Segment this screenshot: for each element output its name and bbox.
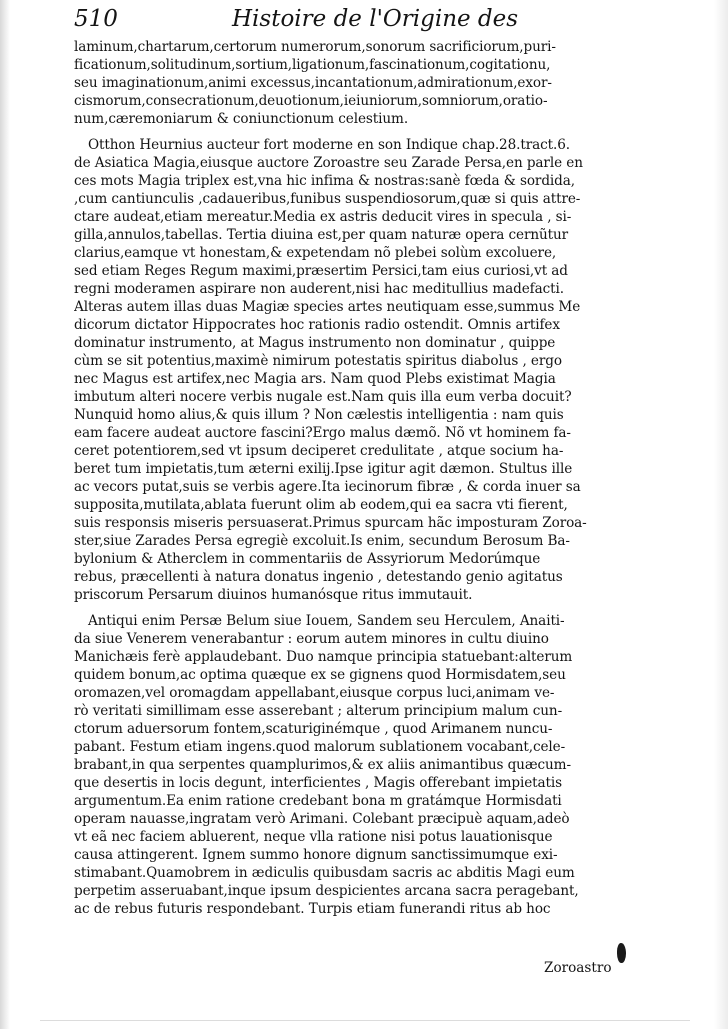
paragraph <box>74 38 614 128</box>
text-line: ,cum cantiunculis ,cadaueribus,funibus suspendiosorum,quæ si quis attre- <box>74 191 581 207</box>
text-line: regni moderamen aspirare non auderent,nisi hac meditullius madefacti. <box>74 281 564 297</box>
running-title: Histoire de l'Origine des <box>232 6 519 32</box>
text-line: ficationum,solitudinum,sortium,ligationum,fascinationum,cogitationu, <box>74 57 551 73</box>
text-line: Otthon Heurnius aucteur fort moderne en son Indique chap.28.tract.6. <box>88 137 570 153</box>
text-line: argumentum.Ea enim ratione credebant bona m gratámque Hormisdati <box>74 793 562 809</box>
text-line: ctare audeat,etiam mereatur.Media ex astris deducit vires in specula , si- <box>74 209 572 225</box>
text-line: bylonium & Atherclem in commentariis de Assyriorum Medorúmque <box>74 551 541 567</box>
text-line: operam nauasse,ingratam verò Arimani. Colebant præcipuè aquam,adeò <box>74 811 570 827</box>
paragraph <box>74 612 614 918</box>
text-line: ac vecors putat,suis se verbis agere.Ita iecinorum fibræ , & corda inuer sa <box>74 479 581 495</box>
paragraph-gap <box>74 604 614 612</box>
text-line: eam facere audeat auctore fascini?Ergo malus dæmõ. Nõ vt hominem fa- <box>74 425 571 441</box>
text-line: pabant. Festum etiam ingens.quod malorum sublationem vocabant,cele- <box>74 739 566 755</box>
text-line: ctorum aduersorum fontem,scaturiginémque , quod Arimanem nuncu- <box>74 721 553 737</box>
text-line: nec Magus est artifex,nec Magia ars. Nam quod Plebs existimat Magia <box>74 371 556 387</box>
text-line: ac de rebus futuris respondebant. Turpis etiam funerandi ritus ab hoc <box>74 901 551 917</box>
text-line: Manichæis ferè applaudebant. Duo namque principia statuebant:alterum <box>74 649 573 665</box>
text-line: que desertis in locis degunt, interficientes , Magis offerebant impietatis <box>74 775 563 791</box>
text-line: seu imaginationum,animi excessus,incantationum,admirationum,exor- <box>74 75 552 91</box>
text-line: cismorum,consecrationum,deuotionum,ieiuniorum,somniorum,oratio- <box>74 93 548 109</box>
page-number: 510 <box>74 6 118 32</box>
text-line: Alteras autem illas duas Magiæ species artes neutiquam esse,summus Me <box>74 299 581 315</box>
text-line: laminum,chartarum,certorum numerorum,sonorum sacrificiorum,puri- <box>74 39 556 55</box>
text-line: suis responsis miseris persuaserat.Primus spurcam hãc imposturam Zoroa- <box>74 515 587 531</box>
text-line: oromazen,vel oromagdam appellabant,eiusque corpus luci,animam ve- <box>74 685 555 701</box>
text-line: Antiqui enim Persæ Belum siue Iouem, Sandem seu Herculem, Anaiti- <box>88 613 565 629</box>
text-line: perpetim asseruabant,inque ipsum despicientes arcana sacra peragebant, <box>74 883 579 899</box>
text-line: Nunquid homo alius,& quis illum ? Non cælestis intelligentia : nam quis <box>74 407 564 423</box>
text-line: causa attingerent. Ignem summo honore dignum sanctissimumque exi- <box>74 847 558 863</box>
text-line: ceret potentiorem,sed vt ipsum deciperet credulitate , atque socium ha- <box>74 443 564 459</box>
text-line: da siue Venerem venerabantur : eorum autem minores in cultu diuino <box>74 631 549 647</box>
paragraph <box>74 136 614 604</box>
text-line: clarius,eamque vt honestam,& expetendam nõ plebei solùm excoluere, <box>74 245 557 261</box>
page-gutter-shadow <box>0 0 10 1029</box>
text-line: supposita,mutilata,ablata fuerunt olim ab eodem,qui ea sacra vti fierent, <box>74 497 568 513</box>
text-line: dominatur instrumento, at Magus instrumento non dominatur , quippe <box>74 335 556 351</box>
paragraph-gap <box>74 128 614 136</box>
page-edge-shadow <box>714 0 728 1029</box>
text-line: dicorum dictator Hippocrates hoc rationis radio ostendit. Omnis artifex <box>74 317 560 333</box>
ink-blot-mark <box>617 943 626 963</box>
text-line: imbutum alteri nocere verbis nugale est.Nam quis illa eum verba docuit? <box>74 389 572 405</box>
text-line: ces mots Magia triplex est,vna hic infima & nostras:sanè fœda & sordida, <box>74 173 575 189</box>
text-line: num,cæremoniarum & coniunctionum celestium. <box>74 111 409 127</box>
text-line: priscorum Persarum diuinos humanósque ritus immutauit. <box>74 587 473 603</box>
text-line: sed etiam Reges Regum maximi,præsertim Persici,tam eius curiosi,vt ad <box>74 263 568 279</box>
text-line: cùm se sit potentius,maximè nimirum potestatis spiritus diabolus , ergo <box>74 353 562 369</box>
text-line: vt eã nec faciem abluerent, neque vlla ratione nisi potus lauationisque <box>74 829 553 845</box>
catchword: Zoroastro <box>544 960 612 976</box>
page-header <box>74 6 614 38</box>
text-line: stimabant.Quamobrem in ædiculis quibusdam sacris ac abditis Magi eum <box>74 865 575 881</box>
text-line: quidem bonum,ac optima quæque ex se gignens quod Hormisdatem,seu <box>74 667 566 683</box>
text-line: brabant,in qua serpentes quamplurimos,& ex aliis animantibus quæcum- <box>74 757 571 773</box>
text-line: rebus, præcellenti à natura donatus ingenio , detestando genio agitatus <box>74 569 563 585</box>
text-line: ster,siue Zarades Persa egregiè excoluit.Is enim, secundum Berosum Ba- <box>74 533 570 549</box>
body-text <box>74 38 614 918</box>
text-line: gilla,annulos,tabellas. Tertia diuina est,per quam naturæ opera cernũtur <box>74 227 569 243</box>
text-line: beret tum impietatis,tum æterni exilij.Ipse igitur agit dæmon. Stultus ille <box>74 461 573 477</box>
page-bottom-edge <box>40 1020 690 1021</box>
text-line: de Asiatica Magia,eiusque auctore Zoroastre seu Zarade Persa,en parle en <box>74 155 583 171</box>
text-line: rò veritati simillimam esse asserebant ; alterum principium malum cun- <box>74 703 563 719</box>
